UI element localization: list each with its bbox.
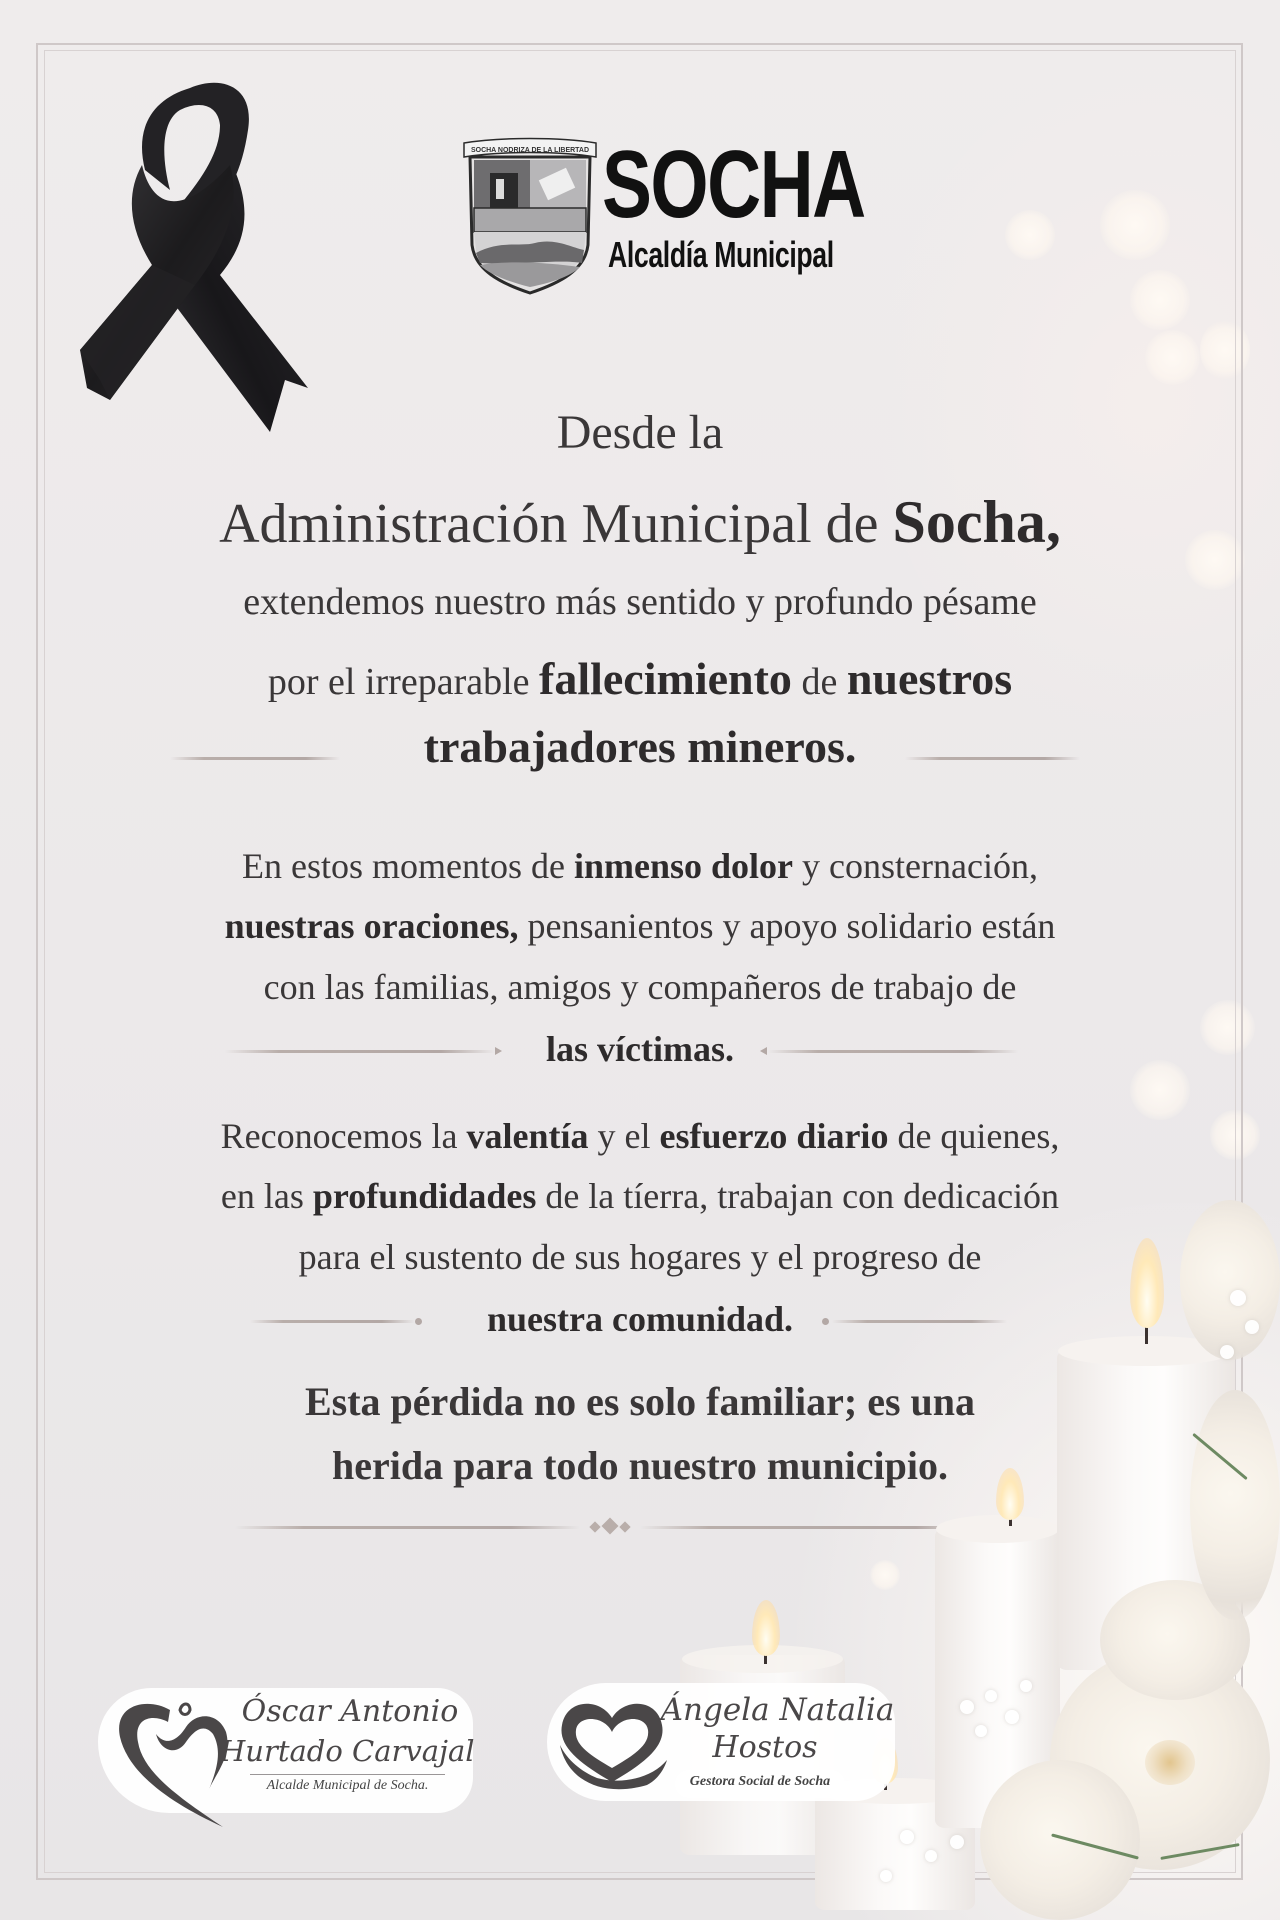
babys-breath	[960, 1700, 974, 1714]
text: de la tíerra, trabajan con dedicación	[536, 1176, 1060, 1216]
arrow-left-icon	[760, 1047, 767, 1055]
rose	[980, 1760, 1140, 1920]
babys-breath	[1220, 1345, 1234, 1359]
signature-role: Gestora Social de Socha	[689, 1774, 831, 1789]
heart-swirl-logo-icon	[108, 1692, 238, 1842]
emphasis: nuestras oraciones,	[224, 906, 519, 946]
babys-breath	[950, 1835, 964, 1849]
text: pensanientos y apoyo solidario están	[518, 906, 1056, 946]
text: Reconocemos la	[220, 1116, 467, 1156]
text: de quienes,	[888, 1116, 1060, 1156]
babys-breath	[985, 1690, 997, 1702]
text: y consternación,	[793, 846, 1038, 886]
divider-line	[905, 757, 1080, 760]
babys-breath	[1245, 1320, 1259, 1334]
emphasis: nuestros	[846, 653, 1013, 704]
signature-name-line-1: Óscar Antonio	[241, 1694, 459, 1729]
signature-name-line-2: Hostos	[712, 1730, 818, 1765]
babys-breath	[1005, 1710, 1019, 1724]
text: de	[791, 661, 847, 703]
paragraph-3-line-2	[0, 1175, 1280, 1217]
socha-logo	[460, 131, 865, 295]
text: y el	[588, 1116, 660, 1156]
rose	[1190, 1390, 1280, 1620]
emphasis: esfuerzo diario	[659, 1116, 889, 1156]
heading-line-2	[0, 488, 1280, 557]
rose-center	[1145, 1740, 1195, 1785]
babys-breath	[1230, 1290, 1246, 1306]
signature-name-line-2: Hurtado Carvajal	[220, 1734, 475, 1768]
paragraph-3-line-1	[0, 1115, 1280, 1157]
babys-breath	[880, 1870, 892, 1882]
crest-shield-icon	[460, 135, 600, 295]
heart-hands-logo-icon	[552, 1690, 672, 1800]
candle-top	[936, 1515, 1059, 1543]
heading-emphasis: Socha,	[892, 489, 1061, 555]
heading-line-1: Desde la	[556, 406, 724, 459]
heading-text: Administración Municipal de	[219, 493, 893, 555]
divider-line	[225, 1050, 495, 1053]
rose	[1180, 1200, 1280, 1360]
divider-dot-icon	[822, 1318, 829, 1325]
logo-subtitle: Alcaldía Municipal	[608, 234, 834, 275]
svg-text:SOCHA NODRIZA DE LA LIBERTAD: SOCHA NODRIZA DE LA LIBERTAD	[470, 147, 590, 154]
text: por el irreparable	[267, 661, 540, 703]
heading-line-5: trabajadores mineros.	[423, 721, 857, 772]
text: en las	[220, 1176, 313, 1216]
paragraph-2-line-3: con las familias, amigos y compañeros de trabajo de	[263, 967, 1017, 1007]
paragraph-3-line-3: para el sustento de sus hogares y el progreso de	[298, 1237, 982, 1277]
divider-dot-icon	[415, 1318, 422, 1325]
signature-underline	[250, 1774, 445, 1775]
arrow-right-icon	[495, 1047, 502, 1055]
emphasis: inmenso dolor	[574, 846, 794, 886]
paragraph-3-line-4: nuestra comunidad.	[486, 1299, 794, 1339]
divider-line	[235, 1526, 580, 1529]
emphasis: fallecimiento	[539, 653, 792, 704]
babys-breath	[1020, 1680, 1032, 1692]
heading-line-3: extendemos nuestro más sentido y profundo pésame	[243, 581, 1037, 623]
divider-line	[832, 1320, 1007, 1323]
paragraph-2-line-1	[0, 845, 1280, 887]
paragraph-4-line-1: Esta pérdida no es solo familiar; es una	[304, 1379, 976, 1424]
babys-breath	[900, 1830, 914, 1844]
mourning-ribbon-icon	[80, 70, 320, 450]
emphasis: profundidades	[312, 1176, 537, 1216]
signature-name-line-1: Ángela Natalia	[660, 1692, 895, 1728]
paragraph-2-line-4: las víctimas.	[546, 1029, 734, 1069]
text: En estos momentos de	[242, 846, 574, 886]
babys-breath	[975, 1725, 987, 1737]
paragraph-4-line-2: herida para todo nuestro municipio.	[332, 1443, 948, 1488]
divider-line	[170, 757, 340, 760]
emphasis: valentía	[466, 1116, 589, 1156]
divider-line	[768, 1050, 1018, 1053]
paragraph-2-line-2	[0, 905, 1280, 947]
babys-breath	[925, 1850, 937, 1862]
divider-line	[640, 1526, 985, 1529]
logo-title: SOCHA	[602, 131, 865, 238]
heading-line-4	[0, 652, 1280, 705]
divider-line	[250, 1320, 415, 1323]
signature-role: Alcalde Municipal de Socha.	[266, 1778, 429, 1793]
